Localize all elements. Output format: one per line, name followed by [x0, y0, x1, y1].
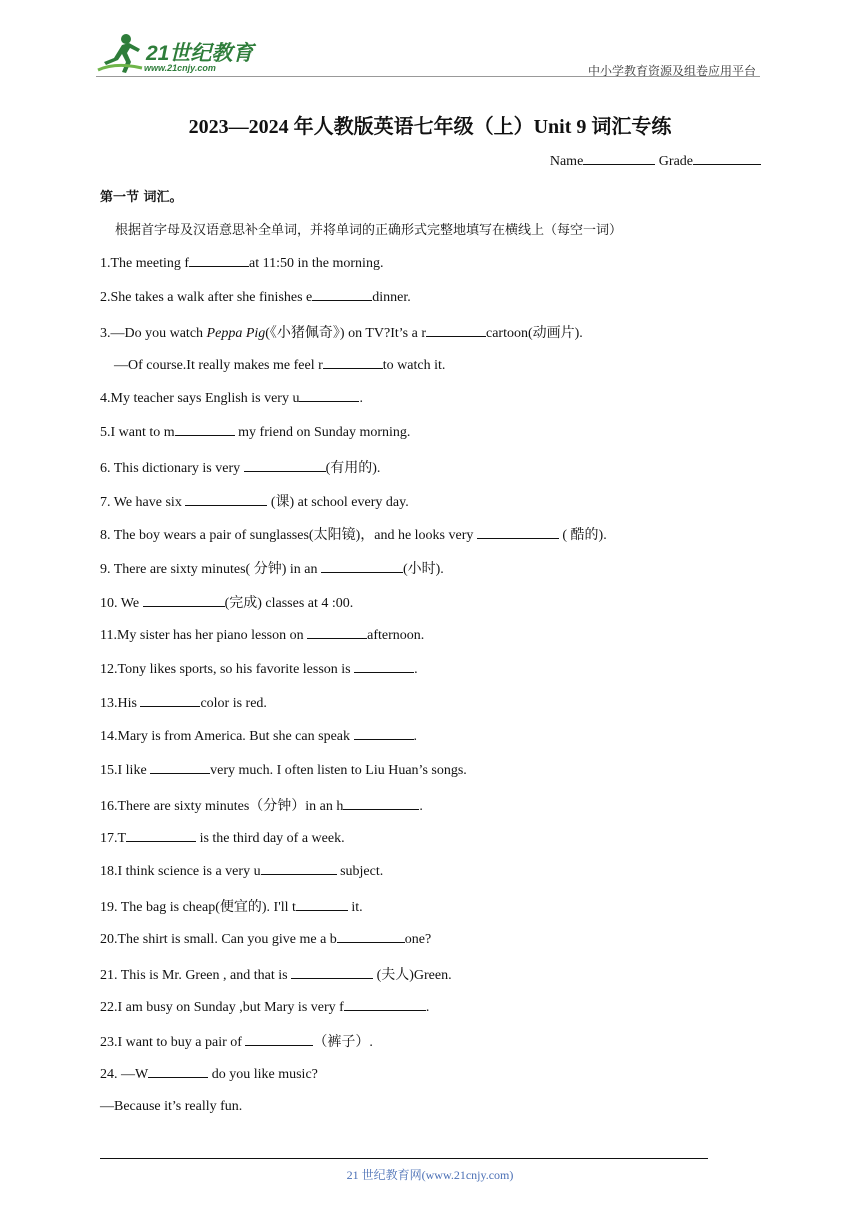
name-label: Name [549, 154, 584, 169]
answer-blank[interactable] [143, 594, 225, 607]
question-1: 1.The meeting f at 11:50 in the morning. [100, 256, 384, 271]
logo-url: www.21cnjy.com [144, 63, 216, 73]
question-17: 17.T is the third day of a week. [100, 831, 345, 846]
instruction: 根据首字母及汉语意思补全单词，并将单词的正确形式完整地填写在横线上（每空一词） [115, 223, 623, 238]
answer-blank[interactable] [354, 660, 414, 673]
answer-blank[interactable] [337, 930, 405, 943]
runner-logo-icon [96, 32, 144, 76]
answer-blank[interactable] [185, 493, 267, 506]
answer-blank[interactable] [148, 1065, 208, 1078]
answer-blank[interactable] [296, 898, 348, 911]
answer-blank[interactable] [343, 797, 419, 810]
answer-blank[interactable] [140, 694, 200, 707]
footer-divider [100, 1158, 708, 1159]
question-4: 4.My teacher says English is very u . [100, 391, 363, 406]
logo-text: 21世纪教育 [146, 42, 254, 65]
footer-source: 21 世纪教育网(www.21cnjy.com) [346, 1168, 514, 1182]
question-20: 20.The shirt is small. Can you give me a b one? [100, 932, 432, 947]
question-3-reply: —Of course.It really makes me feel r to watch it. [114, 358, 446, 373]
question-18: 18.I think science is a very u subject. [100, 864, 384, 879]
question-12: 12.Tony likes sports, so his favorite lesson is . [100, 662, 418, 677]
question-23: 23.I want to buy a pair of （裤子）. [100, 1035, 373, 1050]
name-blank[interactable] [583, 152, 655, 165]
section-title: 第一节 词汇。 [100, 190, 183, 205]
answer-blank[interactable] [150, 761, 210, 774]
page-header [96, 32, 760, 80]
question-5: 5.I want to m my friend on Sunday morning. [100, 425, 411, 440]
page-title: 2023—2024 年人教版英语七年级（上）Unit 9 词汇专练 [188, 116, 672, 138]
answer-blank[interactable] [291, 966, 373, 979]
question-11: 11.My sister has her piano lesson on afternoon. [100, 628, 425, 643]
question-24: 24. —W do you like music? [100, 1067, 318, 1082]
answer-blank[interactable] [245, 1033, 313, 1046]
answer-blank[interactable] [344, 998, 426, 1011]
question-16: 16.There are sixty minutes（分钟）in an h . [100, 799, 423, 814]
answer-blank[interactable] [477, 526, 559, 539]
name-grade-line [550, 152, 761, 170]
question-15: 15.I like very much. I often listen to Liu Huan’s songs. [100, 763, 467, 778]
grade-label: Grade [658, 154, 693, 169]
answer-blank[interactable] [244, 459, 326, 472]
answer-blank[interactable] [126, 829, 196, 842]
logo [96, 32, 266, 78]
answer-blank[interactable] [175, 423, 235, 436]
question-22: 22.I am busy on Sunday ,but Mary is very f . [100, 1000, 430, 1015]
answer-blank[interactable] [426, 324, 486, 337]
question-6: 6. This dictionary is very (有用的). [100, 461, 381, 476]
platform-label: 中小学教育资源及组卷应用平台 [587, 64, 756, 78]
answer-blank[interactable] [189, 254, 249, 267]
answer-blank[interactable] [323, 356, 383, 369]
answer-blank[interactable] [321, 560, 403, 573]
question-7: 7. We have six (课) at school every day. [100, 495, 409, 510]
question-21: 21. This is Mr. Green , and that is (夫人)Green. [100, 968, 452, 983]
grade-blank[interactable] [693, 152, 761, 165]
question-2: 2.She takes a walk after she finishes e dinner. [100, 290, 411, 305]
question-14: 14.Mary is from America. But she can speak . [100, 729, 417, 744]
question-8: 8. The boy wears a pair of sunglasses(太阳镜)，and he looks very ( 酷的). [100, 528, 607, 543]
answer-blank[interactable] [261, 862, 337, 875]
question-19: 19. The bag is cheap(便宜的). I'll t it. [100, 900, 363, 915]
answer-blank[interactable] [299, 389, 359, 402]
answer-blank[interactable] [354, 727, 414, 740]
question-13: 13.His color is red. [100, 696, 267, 711]
question-10: 10. We (完成) classes at 4 :00. [100, 596, 354, 611]
header-divider [96, 76, 760, 77]
question-3: 3.—Do you watch Peppa Pig(《小猪佩奇》) on TV?It’s a r cartoon(动画片). [100, 326, 583, 341]
answer-blank[interactable] [312, 288, 372, 301]
answer-blank[interactable] [307, 626, 367, 639]
question-24-reply: —Because it’s really fun. [100, 1099, 243, 1114]
question-9: 9. There are sixty minutes( 分钟) in an (小时). [100, 562, 444, 577]
